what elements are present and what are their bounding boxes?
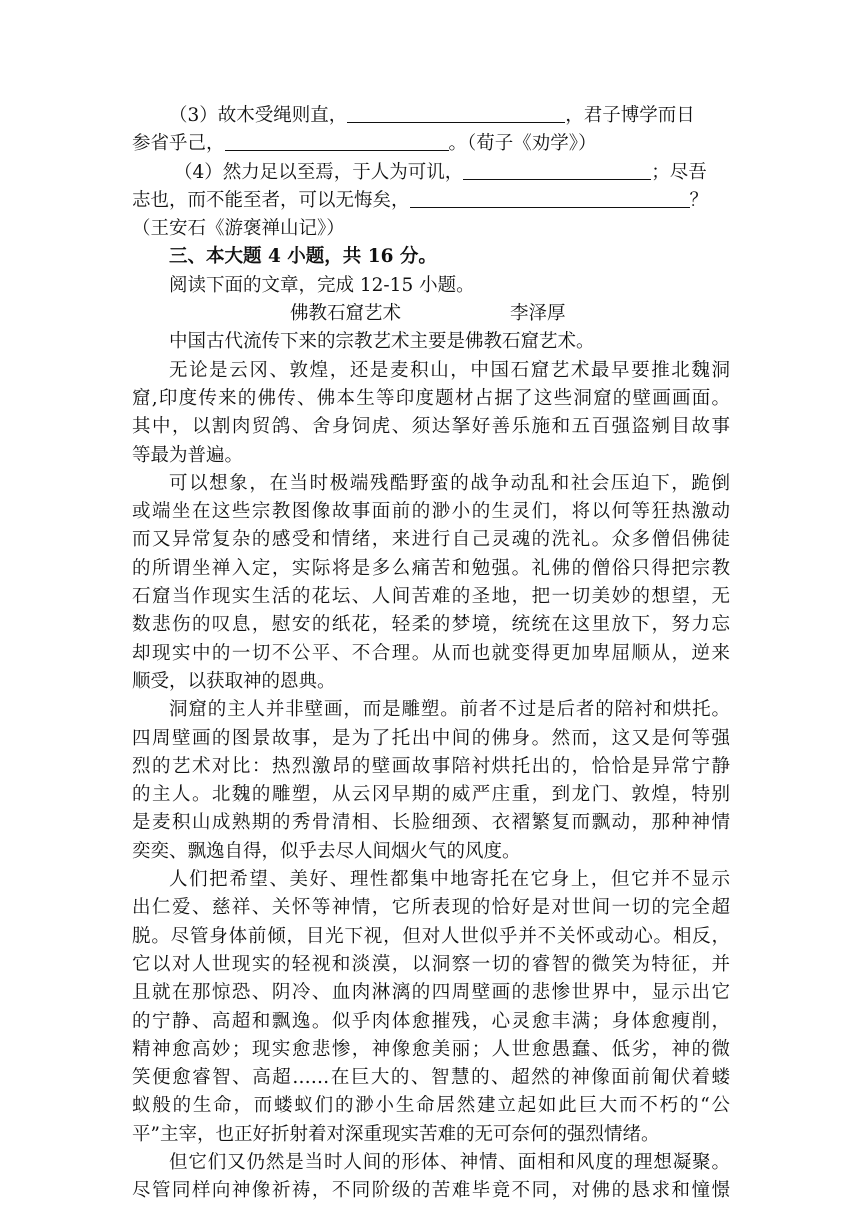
- article-line: 可以想象，在当时极端残酷野蛮的战争动乱和社会压迫下，跪倒: [169, 472, 730, 494]
- question-4-line-2: [132, 187, 730, 215]
- article-author: 李泽厚: [510, 303, 566, 325]
- article-line: 的宁静、高超和飘逸。似乎肉体愈摧残，心灵愈丰满；身体愈瘦削，: [132, 1010, 730, 1032]
- article-line: 烈的艺术对比：热烈激昂的壁画故事陪衬烘托出的，恰恰是异常宁静: [132, 755, 730, 777]
- article-line: 脱。尽管身体前倾，目光下视，但对人世似乎并不关怀或动心。相反，: [132, 925, 730, 947]
- q4-answer-blank-1[interactable]: [463, 159, 651, 180]
- question-4-line-1: [132, 159, 730, 187]
- question-3-line-2: [132, 130, 730, 158]
- article-line: 窟,印度传来的佛传、佛本生等印度题材占据了这些洞窟的壁画画面。: [132, 387, 730, 409]
- article-line: 等最为普遍。: [132, 444, 244, 466]
- article-line: 精神愈高妙；现实愈悲惨，神像愈美丽；人世愈愚蠢、低劣，神的微: [132, 1038, 730, 1060]
- article-line: 人们把希望、美好、理性都集中地寄托在它身上，但它并不显示: [169, 869, 730, 891]
- article-title-line: [132, 300, 730, 328]
- document-page: [132, 102, 730, 1206]
- question-4-source: （王安石《游褒禅山记》）: [132, 218, 345, 240]
- q3-answer-blank-2[interactable]: [225, 130, 449, 151]
- q3-text-1: （3）故木受绳则直，: [169, 105, 348, 126]
- article-line: 数悲伤的叹息，慰安的纸花，轻柔的梦境，统统在这里放下，努力忘: [132, 614, 730, 636]
- article-line: 或端坐在这些宗教图像故事面前的渺小的生灵们，将以何等狂热激动: [132, 501, 730, 523]
- q4-text-2: ；尽吾: [651, 161, 707, 183]
- article-line: 洞窟的主人并非壁画，而是雕塑。前者不过是后者的陪衬和烘托。: [169, 699, 730, 721]
- article-line: 顺受，以获取神的恩典。: [132, 670, 336, 692]
- article-line: 平”主宰，也正好折射着对深重现实苦难的无可奈何的强烈情绪。: [132, 1123, 660, 1145]
- article-line: 是麦积山成熟期的秀骨清相、长脸细颈、衣褶繁复而飘动，那种神情: [132, 812, 730, 834]
- article-title: 佛教石窟艺术: [290, 303, 402, 325]
- article-line: 但它们又仍然是当时人间的形体、神情、面相和风度的理想凝聚。: [169, 1151, 730, 1173]
- article-line: 的主人。北魏的雕塑，从云冈早期的威严庄重，到龙门、敦煌，特别: [132, 784, 730, 806]
- article-line: 且就在那惊恐、阴冷、血肉淋漓的四周壁画的悲惨世界中，显示出它: [132, 982, 730, 1004]
- article-line: 的所谓坐禅入定，实际将是多么痛苦和勉强。礼佛的僧俗只得把宗教: [132, 557, 730, 579]
- article-line: 却现实中的一切不公平、不合理。从而也就变得更加卑屈顺从，逆来: [132, 642, 730, 664]
- article-line: 尽管同样向神像祈祷，不同阶级的苦难毕竟不同，对佛的恳求和憧憬: [132, 1180, 730, 1202]
- article-line: 而又异常复杂的感受和情绪，来进行自己灵魂的洗礼。众多僧侣佛徒: [132, 529, 730, 551]
- q3-text-2: ，君子博学而日: [565, 105, 695, 126]
- section-heading: 三、本大题 4 小题，共 16 分。: [169, 246, 437, 268]
- question-3-line-1: [132, 102, 730, 130]
- reading-instruction: 阅读下面的文章，完成 12-15 小题。: [169, 274, 475, 296]
- article-line: 无论是云冈、敦煌，还是麦积山，中国石窟艺术最早要推北魏洞: [169, 359, 730, 381]
- q3-text-4: 。（荀子《劝学》）: [448, 133, 597, 155]
- article-line: 其中，以割肉贸鸽、舍身饲虎、须达拏好善乐施和五百强盗剜目故事: [132, 416, 730, 438]
- q4-text-3: 志也，而不能至者，可以无悔矣，: [132, 189, 410, 211]
- article-line: 奕奕、飘逸自得，似乎去尽人间烟火气的风度。: [132, 840, 521, 862]
- article-line: 出仁爱、慈祥、关怀等神情，它所表现的恰好是对世间一切的完全超: [132, 897, 730, 919]
- article-line: 它以对人世现实的轻视和淡漠，以洞察一切的睿智的微笑为特征，并: [132, 953, 730, 975]
- q4-text-4: ？: [689, 189, 709, 211]
- q4-text-1: （4）然力足以至焉，于人为可讥，: [174, 161, 464, 183]
- q3-answer-blank-1[interactable]: [347, 102, 565, 123]
- article-line: 蚁般的生命，而蝼蚁们的渺小生命居然建立起如此巨大而不朽的“公: [132, 1095, 730, 1117]
- q4-answer-blank-2[interactable]: [410, 187, 690, 208]
- q3-text-3: 参省乎己，: [132, 133, 225, 155]
- article-line: 中国古代流传下来的宗教艺术主要是佛教石窟艺术。: [169, 331, 595, 353]
- article-line: 石窟当作现实生活的花坛、人间苦难的圣地，把一切美妙的想望，无: [132, 586, 730, 608]
- article-line: 四周壁画的图景故事，是为了托出中间的佛身。然而，这又是何等强: [132, 727, 730, 749]
- article-line: 笑便愈睿智、高超……在巨大的、智慧的、超然的神像面前匍伏着蝼: [132, 1067, 730, 1089]
